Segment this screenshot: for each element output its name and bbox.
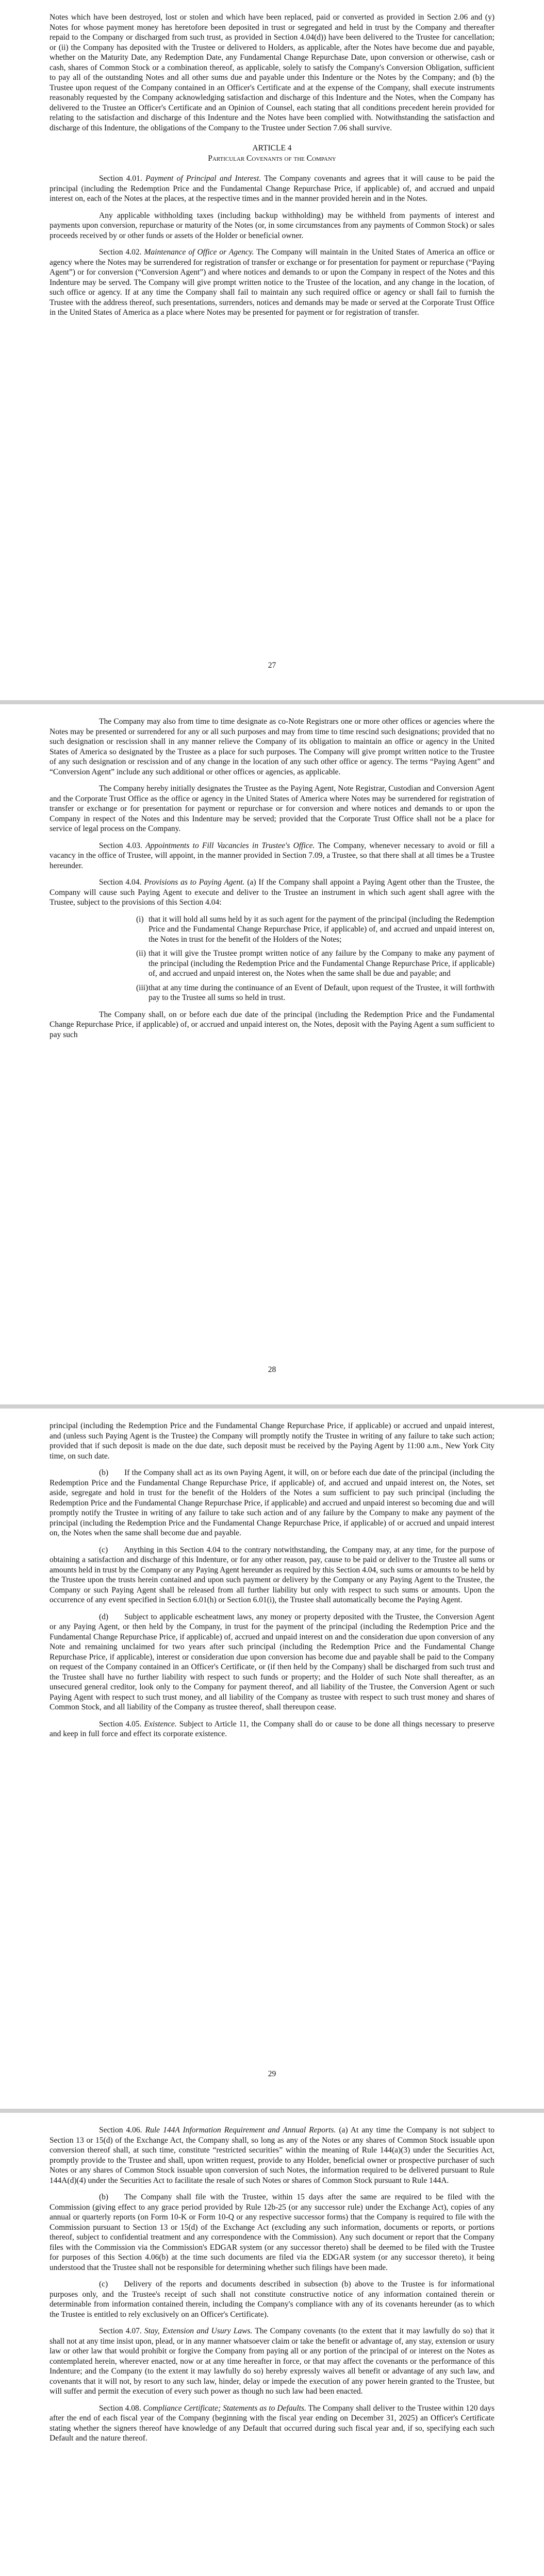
section-title: Existence. [144, 1719, 177, 1728]
list-marker: (ii) [136, 949, 146, 958]
section-text: The Company covenants (to the extent that it may lawfully do so) that it shall not at any time insist upon, plead, or in any manner whatsoever claim or take the benefit or advantage of, any stay, extension or usury law or other law that would prohibit or forgive the Company from paying all or any portion of the principal of or interest on the Notes as contemplated herein, wherever enacted, now or at any time hereafter in force, or that may affect the covenants or the performance of this Indenture; and the Company (to the extent it may lawfully do so) hereby expressly waives all benefit or advantage of any such law, and covenants that it will not, by resort to any such law, hinder, delay or impede the execution of any power herein granted to the Trustee, but will suffer and permit the execution of every such power as though no such law had been enacted. [50, 2327, 494, 2396]
list-item-text: that it will hold all sums held by it as such agent for the payment of the principal (including the Redemption Price and the Fundamental Change Repurchase Price, if applicable) of, and accrued and unpaid interest on, the Notes in trust for the benefit of the Holders of the Notes; [149, 914, 494, 944]
section-label: Section 4.01. [99, 174, 142, 183]
section-text: Subject to Article 11, the Company shall do or cause to be done all things necessary to preserve and keep in full force and effect its corporate existence. [50, 1719, 495, 1738]
paragraph: Any applicable withholding taxes (including backup withholding) may be withheld from payments of interest and payments upon conversion, repurchase or maturity of the Notes (or, in some circumstances from any payments of Common Stock) or sales proceeds received by or other funds or assets of the Holder or beneficial owner. [50, 211, 494, 240]
paragraph: (d) Subject to applicable escheatment laws, any money or property deposited with the Trustee, the Conversion Agent or any Paying Agent, or then held by the Company, in trust for the payment of the principal (including the Redemption Price and the Fundamental Change Repurchase Price, if applicable) of, accrued and unpaid interest on and the consideration due upon conversion of any Note and remaining unclaimed for two years after such principal (including the Redemption Price and the Fundamental Change Repurchase Price, if applicable), interest or consideration due upon conversion has become due and payable shall be paid to the Company on request of the Company contained in an Officer's Certificate, or (if then held by the Company) shall be discharged from such trust and the Trustee shall have no further liability with respect to such funds or property; and the Holder of such Note shall thereafter, as an unsecured general creditor, look only to the Company for payment thereof, and all liability of the Trustee, the Conversion Agent or such Paying Agent with respect to such trust money, and all liability of the Company as trustee with respect to such trust money and shares of Common Stock, and all liability of the Company as trustee thereof, shall thereupon cease. [50, 1612, 494, 1711]
section-title: Payment of Principal and Interest. [145, 174, 261, 183]
section-title: Provisions as to Paying Agent. [144, 878, 245, 887]
document-page-27 [0, 0, 544, 700]
section-4-02 [50, 247, 494, 318]
paragraph: (b) The Company shall file with the Trustee, within 15 days after the same are required to be filed with the Commission (giving effect to any grace period provided by Rule 12b-25 (or any successor rule) under the Exchange Act), copies of any annual or quarterly reports (on Form 10-K or Form 10-Q or any respective successor forms) that the Company is required to file with the Commission pursuant to Section 13 or 15(d) of the Exchange Act (excluding any such information, documents or reports, or portions thereof, subject to confidential treatment and any correspondence with the Commission). Any such document or report that the Company files with the Commission via the Commission's EDGAR system (or any successor thereto) shall be deemed to be filed with the Trustee for purposes of this Section 4.06(b) at the time such documents are filed via the EDGAR system (or any successor thereto), it being understood that the Trustee shall not be responsible for determining whether such filings have been made. [50, 2193, 494, 2272]
paragraph: The Company may also from time to time designate as co-Note Registrars one or more other offices or agencies where the Notes may be presented or surrendered for any or all such purposes and may from time to time rescind such designations; provided that no such designation or rescission shall in any manner relieve the Company of its obligation to maintain an office or agency in the United States of America so designated by the Trustee as a place for such purposes. The Company will give prompt written notice to the Trustee of any such designation or rescission and of any change in the location of any such other office or agency. The terms “Paying Agent” and “Conversion Agent” include any such additional or other offices or agencies, as applicable. [50, 717, 494, 776]
section-4-01 [50, 174, 494, 204]
section-text: (a) If the Company shall appoint a Paying Agent other than the Trustee, the Company will cause such Paying Agent to execute and deliver to the Trustee an instrument in which such agent shall agree with the Trustee, subject to the provisions of this Section 4.04: [50, 878, 494, 907]
section-text: The Company, whenever necessary to avoid or fill a vacancy in the office of Trustee, will appoint, in the manner provided in Section 7.09, a Trustee, so that there shall at all times be a Trustee hereunder. [50, 841, 494, 870]
paragraph: (b) If the Company shall act as its own Paying Agent, it will, on or before each due date of the principal (including the Redemption Price and the Fundamental Change Repurchase Price, if applicable) of, and accrued and unpaid interest on, the Notes, set aside, segregate and hold in trust for the benefit of the Holders of the Notes a sum sufficient to pay such principal (including the Redemption Price and the Fundamental Change Repurchase Price, if applicable) and accrued and unpaid interest so becoming due and will promptly notify the Trustee in writing of any failure to take such action and of any failure by the Company to make any payment of the principal (including the Redemption Price and the Fundamental Change Repurchase Price, if applicable) of or accrued and unpaid interest on, the Notes when the same shall become due and payable. [50, 1468, 494, 1537]
article-heading: ARTICLE 4 [252, 144, 292, 152]
paragraph: (c) Delivery of the reports and documents described in subsection (b) above to the Trustee is for informational purposes only, and the Trustee's receipt of such shall not constitute constructive notice of any information contained therein or determinable from information contained therein, including the Company's compliance with any of its covenants hereunder (as to which the Trustee is entitled to rely exclusively on an Officer's Certificate). [50, 2280, 494, 2319]
page-number: 28 [268, 1365, 276, 1374]
page-number: 27 [268, 660, 276, 670]
section-label: Section 4.04. [99, 878, 142, 887]
list-marker: (i) [136, 914, 144, 924]
list-marker: (iii) [136, 983, 149, 992]
section-text: The Company covenants and agrees that it will cause to be paid the principal (including the Redemption Price and the Fundamental Change Repurchase Price, if applicable) of, and accrued and unpaid interest on, each of the Notes at the places, at the respective times and in the manner provided herein and in the Notes. [50, 174, 494, 203]
list-item [136, 914, 494, 945]
section-4-05 [50, 1719, 494, 1739]
paragraph: (c) Anything in this Section 4.04 to the contrary notwithstanding, the Company may, at any time, for the purpose of obtaining a satisfaction and discharge of this Indenture, or for any other reason, pay, cause to be paid or deliver to the Trustee all sums or amounts held in trust by the Company or any Paying Agent hereunder as required by this Section 4.04, such sums or amounts to be held by the Trustee upon the trusts herein contained and upon such payment or delivery by the Company or any Paying Agent to the Trustee, the Company or such Paying Agent shall be released from all further liability but only with respect to such sums or amounts. Upon the occurrence of any event specified in Section 6.01(h) or Section 6.01(i), the Trustee shall automatically become the Paying Agent. [50, 1545, 494, 1604]
section-title: Rule 144A Information Requirement and Annual Reports. [145, 2126, 336, 2134]
section-title: Maintenance of Office or Agency. [144, 248, 254, 257]
article-subheading: Particular Covenants of the Company [208, 154, 336, 163]
section-4-08 [50, 2403, 494, 2444]
section-label: Section 4.05. [99, 1719, 142, 1728]
section-text: (a) At any time the Company is not subject to Section 13 or 15(d) of the Exchange Act, the Company shall, so long as any of the Notes or any shares of Common Stock issuable upon conversion thereof shall, at such time, constitute “restricted securities” within the meaning of Rule 144(a)(3) under the Securities Act, promptly provide to the Trustee and shall, upon written request, provide to any Holder, beneficial owner or prospective purchaser of such Notes or any shares of Common Stock issuable upon conversion of such Notes, the information required to be delivered pursuant to Rule 144A(d)(4) under the Securities Act to facilitate the resale of such Notes or shares of Common Stock pursuant to Rule 144A. [50, 2126, 495, 2185]
clause-list [50, 914, 494, 1003]
section-text: The Company will maintain in the United States of America an office or agency where the Notes may be surrendered for registration of transfer or exchange or for presentation for payment or repurchase (“Paying Agent”) or for conversion (“Conversion Agent”) and where notices and demands to or upon the Company in respect of the Notes and this Indenture may be served. The Company will give prompt written notice to the Trustee of the location, and any change in the location, of such office or agency. If at any time the Company shall fail to maintain any such required office or agency or shall fail to furnish the Trustee with the address thereof, such presentations, surrenders, notices and demands may be made or served at the Corporate Trust Office in the United States of America as a place where Notes may be presented for payment or for registration of transfer. [50, 248, 494, 317]
list-item [136, 983, 494, 1003]
list-item-text: that at any time during the continuance of an Event of Default, upon request of the Trustee, it will forthwith pay to the Trustee all sums so held in trust. [149, 983, 494, 1002]
section-text: The Company shall deliver to the Trustee within 120 days after the end of each fiscal year of the Company (beginning with the fiscal year ending on December 31, 2025) an Officer's Certificate stating whether the signers thereof have knowledge of any Default that occurred during such fiscal year and, if so, specifying each such Default and the nature thereof. [50, 2403, 495, 2443]
section-title: Compliance Certificate; Statements as to Defaults. [143, 2403, 306, 2413]
paragraph: The Company shall, on or before each due date of the principal (including the Redemption Price and the Fundamental Change Repurchase Price, if applicable) of, or accrued and unpaid interest on, the Notes, deposit with the Paying Agent a sum sufficient to pay such [50, 1010, 494, 1039]
document-page-30 [0, 2113, 544, 2576]
section-label: Section 4.03. [99, 841, 142, 850]
paragraph: Notes which have been destroyed, lost or stolen and which have been replaced, paid or converted as provided in Section 2.06 and (y) Notes for whose payment money has heretofore been deposited in trust or segregated and held in trust by the Company and thereafter repaid to the Company or discharged from such trust, as provided in Section 4.04(d)) have been delivered to the Trustee for cancellation; or (ii) the Company has deposited with the Trustee or delivered to Holders, as applicable, after the Notes have become due and payable, whether on the Maturity Date, any Redemption Date, any Fundamental Change Repurchase Date, upon conversion or otherwise, cash or cash, shares of Common Stock or a combination thereof, as applicable, solely to satisfy the Company's Conversion Obligation, sufficient to pay all of the outstanding Notes and all other sums due and payable under this Indenture or the Notes by the Company; and (b) the Trustee upon request of the Company contained in an Officer's Certificate and at the expense of the Company, shall execute instruments reasonably requested by the Company acknowledging satisfaction and discharge of this Indenture and the Notes, when the Company has delivered to the Trustee an Officer's Certificate and an Opinion of Counsel, each stating that all conditions precedent herein provided for relating to the satisfaction and discharge of this Indenture and the Notes have been complied with. Notwithstanding the satisfaction and discharge of this Indenture, the obligations of the Company to the Trustee under Section 7.06 shall survive. [50, 13, 494, 132]
section-label: Section 4.06. [99, 2126, 142, 2134]
section-4-04 [50, 877, 494, 908]
document-page-29 [0, 1409, 544, 2109]
document-page-28 [0, 704, 544, 1404]
section-label: Section 4.08. [99, 2403, 141, 2413]
list-item [136, 948, 494, 979]
paragraph: The Company hereby initially designates the Trustee as the Paying Agent, Note Registrar, Custodian and Conversion Agent and the Corporate Trust Office as the office or agency in the United States of America where Notes may be surrendered for registration of transfer or exchange or for presentation for payment or repurchase or for conversion and where notices and demands to or upon the Company in respect of the Notes and this Indenture may be served; provided that the Corporate Trust Office shall not be a place for service of legal process on the Company. [50, 784, 494, 833]
section-label: Section 4.02. [99, 248, 142, 257]
section-title: Appointments to Fill Vacancies in Trustee's Office. [145, 841, 315, 850]
section-4-07 [50, 2326, 494, 2397]
section-4-06 [50, 2125, 494, 2185]
paragraph: principal (including the Redemption Price and the Fundamental Change Repurchase Price, if applicable) or accrued and unpaid interest, and (unless such Paying Agent is the Trustee) the Company will promptly notify the Trustee in writing of any failure to take such action; provided that if such deposit is made on the due date, such deposit must be received by the Paying Agent by 11:00 a.m., New York City time, on such date. [50, 1421, 494, 1461]
section-label: Section 4.07. [99, 2327, 142, 2335]
page-number: 29 [268, 2069, 276, 2078]
list-item-text: that it will give the Trustee prompt written notice of any failure by the Company to make any payment of the principal (including the Redemption Price and the Fundamental Change Repurchase Price, if applicable) of, and accrued and unpaid interest on, the Notes when the same shall be due and payable; and [149, 949, 494, 978]
section-4-03 [50, 841, 494, 871]
section-title: Stay, Extension and Usury Laws. [144, 2327, 253, 2335]
